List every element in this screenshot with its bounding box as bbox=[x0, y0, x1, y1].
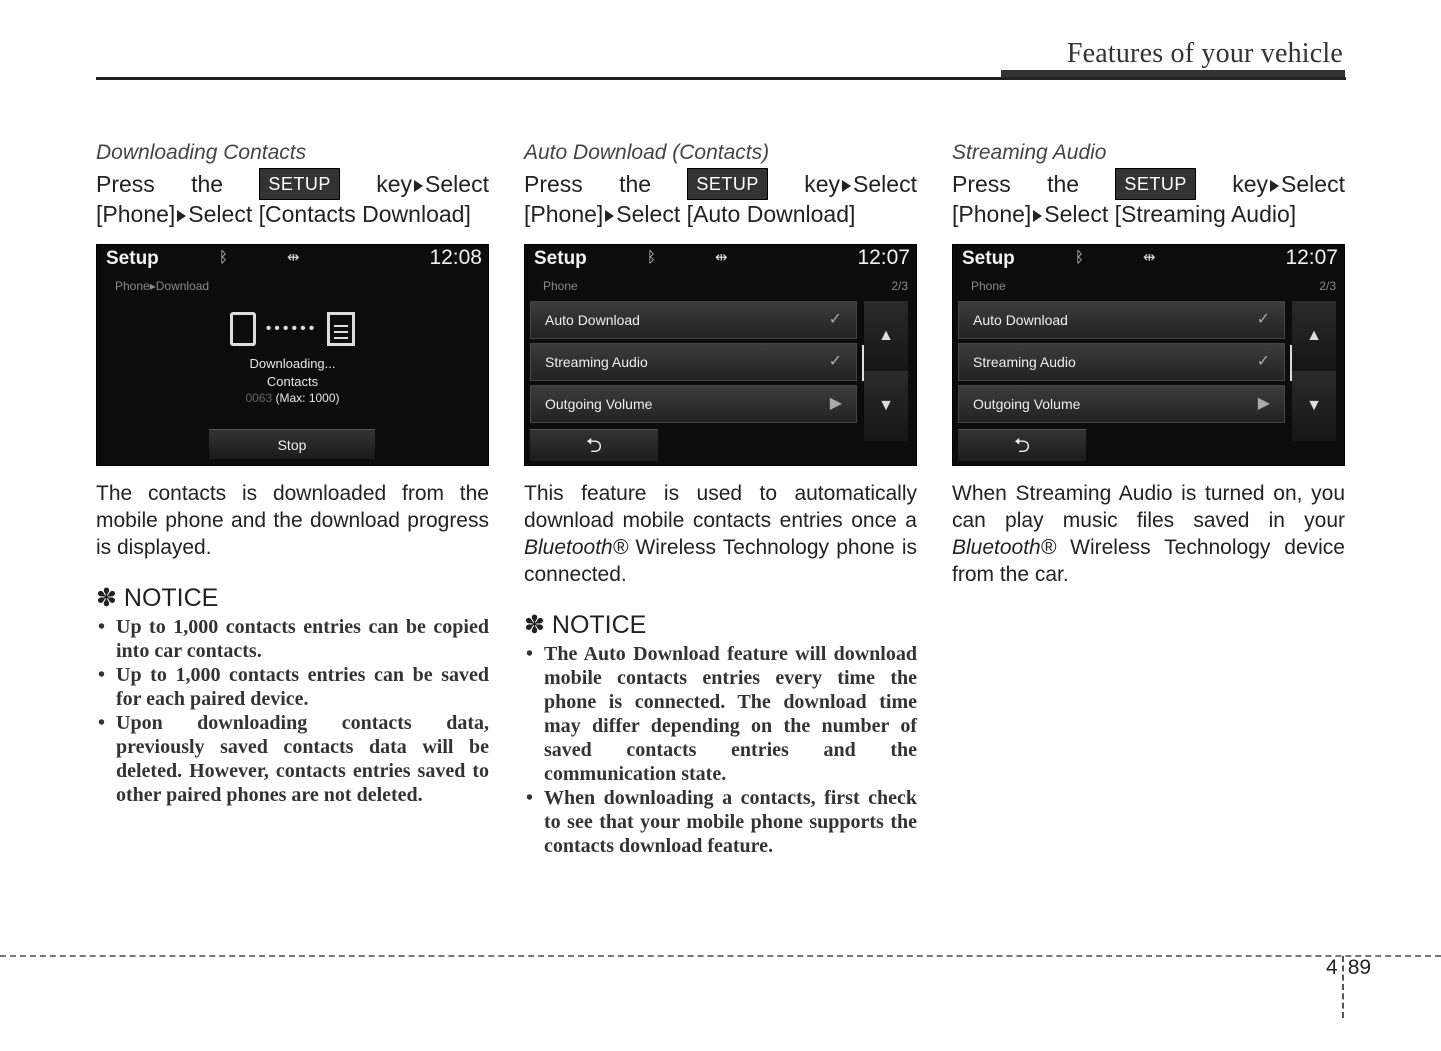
screen-page-indicator: 2/3 bbox=[891, 279, 908, 293]
notice-title: ✽ NOTICE bbox=[96, 584, 219, 612]
download-max: (Max: 1000) bbox=[275, 391, 340, 405]
setup-key-icon: SETUP bbox=[259, 168, 340, 200]
download-type: Contacts bbox=[266, 374, 319, 389]
back-button[interactable]: ⮌ bbox=[530, 429, 658, 461]
instruction: Press the SETUP key Select [Phone] Select [Auto Download] bbox=[524, 168, 917, 228]
notice-item: • The Auto Download feature will download mobile contacts entries every time the phone is connected. The download time may differ depending on the number of saved contacts entries and the communication state. bbox=[524, 642, 917, 786]
arrow-right-icon bbox=[1270, 180, 1279, 192]
phone-icon bbox=[230, 312, 256, 346]
download-status: Downloading... bbox=[249, 356, 336, 371]
menu-item-outgoing-volume[interactable]: Outgoing Volume ▶ bbox=[530, 385, 857, 423]
section-auto-download bbox=[524, 140, 917, 858]
screen-page-indicator: 2/3 bbox=[1319, 279, 1336, 293]
check-icon: ✓ bbox=[828, 353, 842, 370]
screen-breadcrumb: Phone bbox=[971, 279, 1006, 293]
screen-clock: 12:07 bbox=[857, 246, 910, 269]
setup-key-icon: SETUP bbox=[1115, 168, 1196, 200]
scroll-down-button[interactable]: ▼ bbox=[1292, 371, 1336, 441]
instruction: Press the SETUP key Select [Phone] Select [Streaming Audio] bbox=[952, 168, 1345, 228]
notice-title: ✽ NOTICE bbox=[524, 611, 647, 639]
section-title: Downloading Contacts bbox=[96, 141, 307, 164]
arrow-right-icon bbox=[605, 210, 614, 222]
bluetooth-icon: ᛒ bbox=[1075, 249, 1085, 266]
menu-item-outgoing-volume[interactable]: Outgoing Volume ▶ bbox=[958, 385, 1285, 423]
check-icon: ✓ bbox=[1256, 353, 1270, 370]
screen-phone-settings bbox=[524, 244, 917, 466]
bluetooth-icon: ᛒ bbox=[647, 249, 657, 266]
screen-clock: 12:07 bbox=[1285, 246, 1338, 269]
bluetooth-icon: ᛒ bbox=[219, 249, 229, 266]
notice-item: • Up to 1,000 contacts entries can be copied into car contacts. bbox=[96, 615, 489, 663]
notice-item: • Up to 1,000 contacts entries can be saved for each paired device. bbox=[96, 663, 489, 711]
scroll-up-button[interactable]: ▲ bbox=[1292, 301, 1336, 371]
description: The contacts is downloaded from the mobile phone and the download progress is displayed. bbox=[96, 482, 489, 559]
notice bbox=[96, 583, 489, 807]
arrow-right-icon bbox=[414, 180, 423, 192]
scroll-up-button[interactable]: ▲ bbox=[864, 301, 908, 371]
menu-item-auto-download[interactable]: Auto Download ✓ bbox=[530, 301, 857, 339]
download-count: 0063 bbox=[245, 391, 273, 405]
usb-icon: ⇹ bbox=[715, 249, 728, 266]
menu-item-streaming-audio[interactable]: Streaming Audio ✓ bbox=[530, 343, 857, 381]
description: This feature is used to automatically download mobile contacts entries once a Bluetooth® Wireless Technology phone is connected. bbox=[524, 482, 917, 586]
screen-breadcrumb: Phone bbox=[543, 279, 578, 293]
chapter-number: 4 bbox=[1326, 956, 1338, 979]
section-downloading-contacts bbox=[96, 140, 489, 807]
page-index: 89 bbox=[1347, 956, 1372, 979]
page-number-separator bbox=[1342, 956, 1344, 1018]
section-streaming-audio bbox=[952, 140, 1345, 588]
screen-title: Setup bbox=[534, 248, 587, 269]
notice bbox=[524, 610, 917, 858]
screen-clock: 12:08 bbox=[429, 246, 482, 269]
contacts-document-icon bbox=[327, 312, 355, 346]
setup-key-icon: SETUP bbox=[687, 168, 768, 200]
page-number bbox=[1326, 956, 1371, 1018]
instruction: Press the SETUP key Select [Phone] Select [Contacts Download] bbox=[96, 168, 489, 228]
notice-item: • When downloading a contacts, first check to see that your mobile phone supports the contacts download feature. bbox=[524, 786, 917, 858]
screen-title: Setup bbox=[106, 248, 159, 269]
progress-dots: •••••• bbox=[265, 320, 318, 337]
notice-item: • Upon downloading contacts data, previously saved contacts data will be deleted. However, contacts entries saved to other paired phones are not deleted. bbox=[96, 711, 489, 807]
description: When Streaming Audio is turned on, you can play music files saved in your Bluetooth® Wireless Technology device from the car. bbox=[952, 482, 1345, 586]
running-header: Features of your vehicle bbox=[1066, 38, 1343, 69]
check-icon: ✓ bbox=[828, 311, 842, 328]
scroll-down-button[interactable]: ▼ bbox=[864, 371, 908, 441]
chevron-right-icon: ▶ bbox=[1257, 395, 1270, 412]
check-icon: ✓ bbox=[1256, 311, 1270, 328]
footer-rule bbox=[0, 955, 1441, 957]
chevron-right-icon: ▶ bbox=[829, 395, 842, 412]
arrow-right-icon bbox=[177, 210, 186, 222]
screen-phone-settings bbox=[952, 244, 1345, 466]
section-title: Streaming Audio bbox=[952, 141, 1107, 164]
screen-title: Setup bbox=[962, 248, 1015, 269]
usb-icon: ⇹ bbox=[1143, 249, 1156, 266]
menu-item-auto-download[interactable]: Auto Download ✓ bbox=[958, 301, 1285, 339]
stop-button[interactable]: Stop bbox=[209, 429, 375, 459]
header-rule bbox=[96, 77, 1346, 80]
menu-item-streaming-audio[interactable]: Streaming Audio ✓ bbox=[958, 343, 1285, 381]
arrow-right-icon bbox=[842, 180, 851, 192]
arrow-right-icon bbox=[1033, 210, 1042, 222]
section-title: Auto Download (Contacts) bbox=[524, 141, 770, 164]
screen-download-contacts bbox=[96, 244, 489, 466]
back-button[interactable]: ⮌ bbox=[958, 429, 1086, 461]
usb-icon: ⇹ bbox=[287, 249, 300, 266]
screen-breadcrumb: Phone▸Download bbox=[115, 279, 210, 293]
